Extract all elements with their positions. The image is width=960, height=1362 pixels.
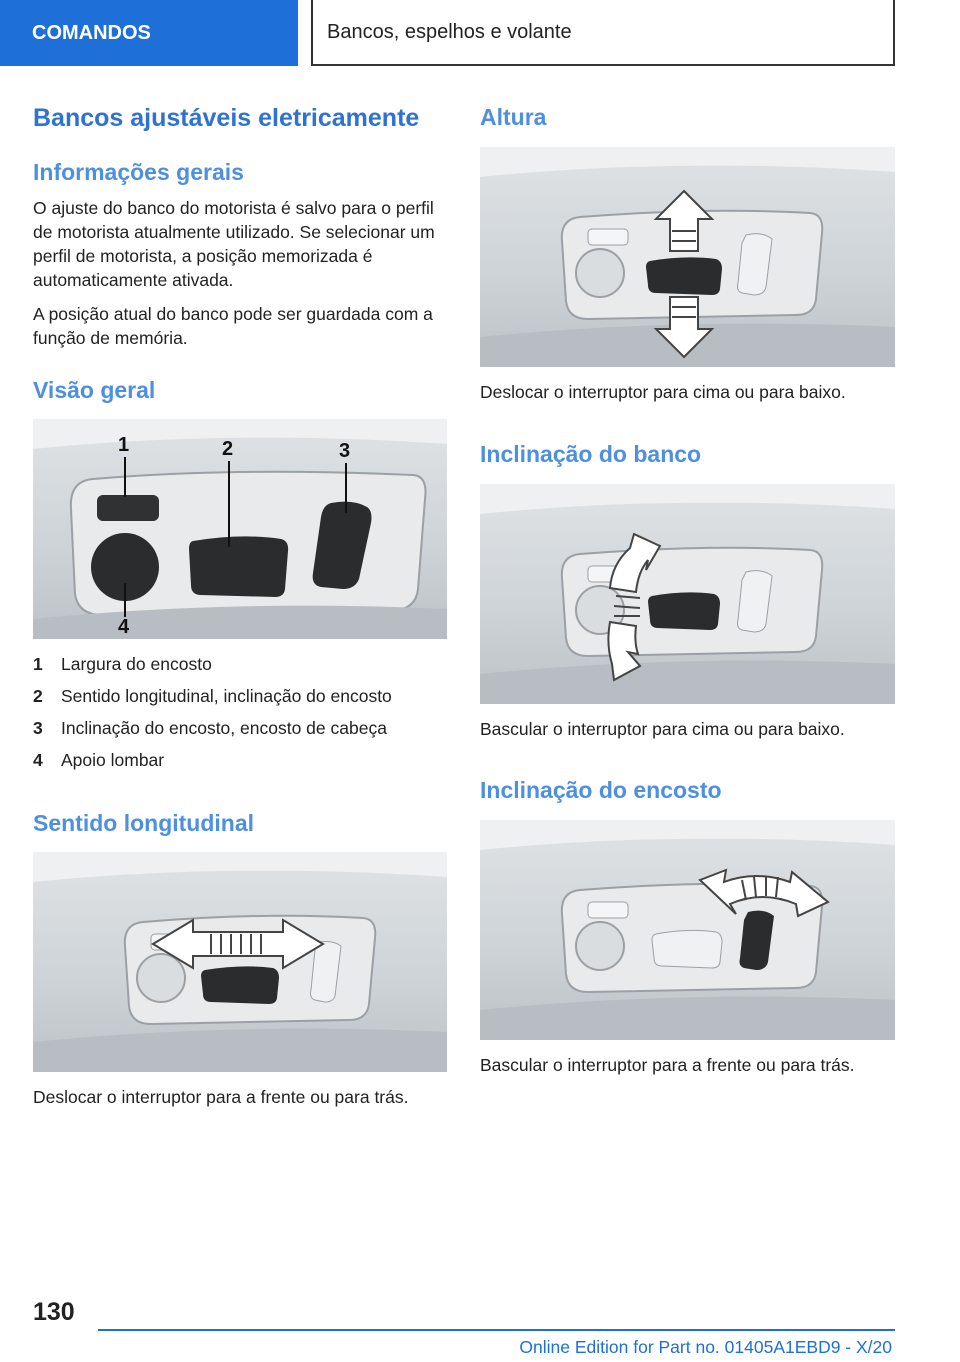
height-caption: Deslocar o interruptor para cima ou para baixo. <box>480 382 846 402</box>
edition-footer: Online Edition for Part no. 01405A1EBD9 - X/20 <box>519 1337 892 1357</box>
section-tab: COMANDOS <box>0 0 298 66</box>
legend-item <box>33 648 447 680</box>
seat-switch <box>646 257 722 295</box>
longitudinal-heading: Sentido longitudinal <box>33 810 255 836</box>
general-info-paragraph-2: A posição atual do banco pode ser guardada com a função de memória. <box>33 304 433 348</box>
general-info-heading: Informações gerais <box>33 159 244 185</box>
seat-controls-illustration <box>33 419 447 639</box>
legend-number: 1 <box>33 653 43 674</box>
overview-heading: Visão geral <box>33 377 156 403</box>
seat-tilt-figure <box>480 484 895 704</box>
backrest-figure <box>480 820 895 1040</box>
page-title: Bancos ajustáveis eletricamente <box>33 104 420 132</box>
legend-list <box>33 648 447 776</box>
seat-switch <box>648 592 720 630</box>
chapter-title: Bancos, espelhos e volante <box>311 0 895 66</box>
legend-item <box>33 712 447 744</box>
height-illustration <box>480 147 895 367</box>
footer-divider <box>98 1329 895 1331</box>
longitudinal-figure <box>33 852 447 1072</box>
callout-2: 2 <box>222 438 234 460</box>
height-heading: Altura <box>480 104 547 130</box>
general-info-paragraph-1: O ajuste do banco do motorista é salvo para o perfil de motorista atualmente utilizado. Se selecionar um perfil de motorista, a posição memorizada é automaticamente ativada. <box>33 198 435 290</box>
callout-4: 4 <box>118 616 130 638</box>
seat-tilt-caption: Bascular o interruptor para cima ou para baixo. <box>480 719 845 739</box>
longitudinal-switch <box>189 536 288 597</box>
longitudinal-caption: Deslocar o interruptor para a frente ou para trás. <box>33 1087 409 1107</box>
overview-figure <box>33 419 447 639</box>
legend-number: 3 <box>33 717 43 738</box>
backrest-heading: Inclinação do encosto <box>480 777 722 803</box>
backrest-caption: Bascular o interruptor para a frente ou para trás. <box>480 1055 855 1075</box>
longitudinal-switch <box>201 966 279 1004</box>
page-number: 130 <box>33 1298 75 1326</box>
seat-tilt-heading: Inclinação do banco <box>480 441 702 467</box>
longitudinal-illustration <box>33 852 447 1072</box>
legend-item <box>33 680 447 712</box>
legend-text: Largura do encosto <box>61 653 212 674</box>
legend-number: 2 <box>33 685 43 706</box>
backrest-width-button <box>97 495 159 521</box>
height-figure <box>480 147 895 367</box>
legend-text: Sentido longitudinal, inclinação do encosto <box>61 685 392 706</box>
legend-text: Inclinação do encosto, encosto de cabeça <box>61 717 387 738</box>
legend-text: Apoio lombar <box>61 749 165 770</box>
legend-number: 4 <box>33 749 43 770</box>
legend-item <box>33 744 447 776</box>
callout-3: 3 <box>339 440 351 462</box>
seat-tilt-illustration <box>480 484 895 704</box>
backrest-illustration <box>480 820 895 1040</box>
callout-1: 1 <box>118 434 130 456</box>
